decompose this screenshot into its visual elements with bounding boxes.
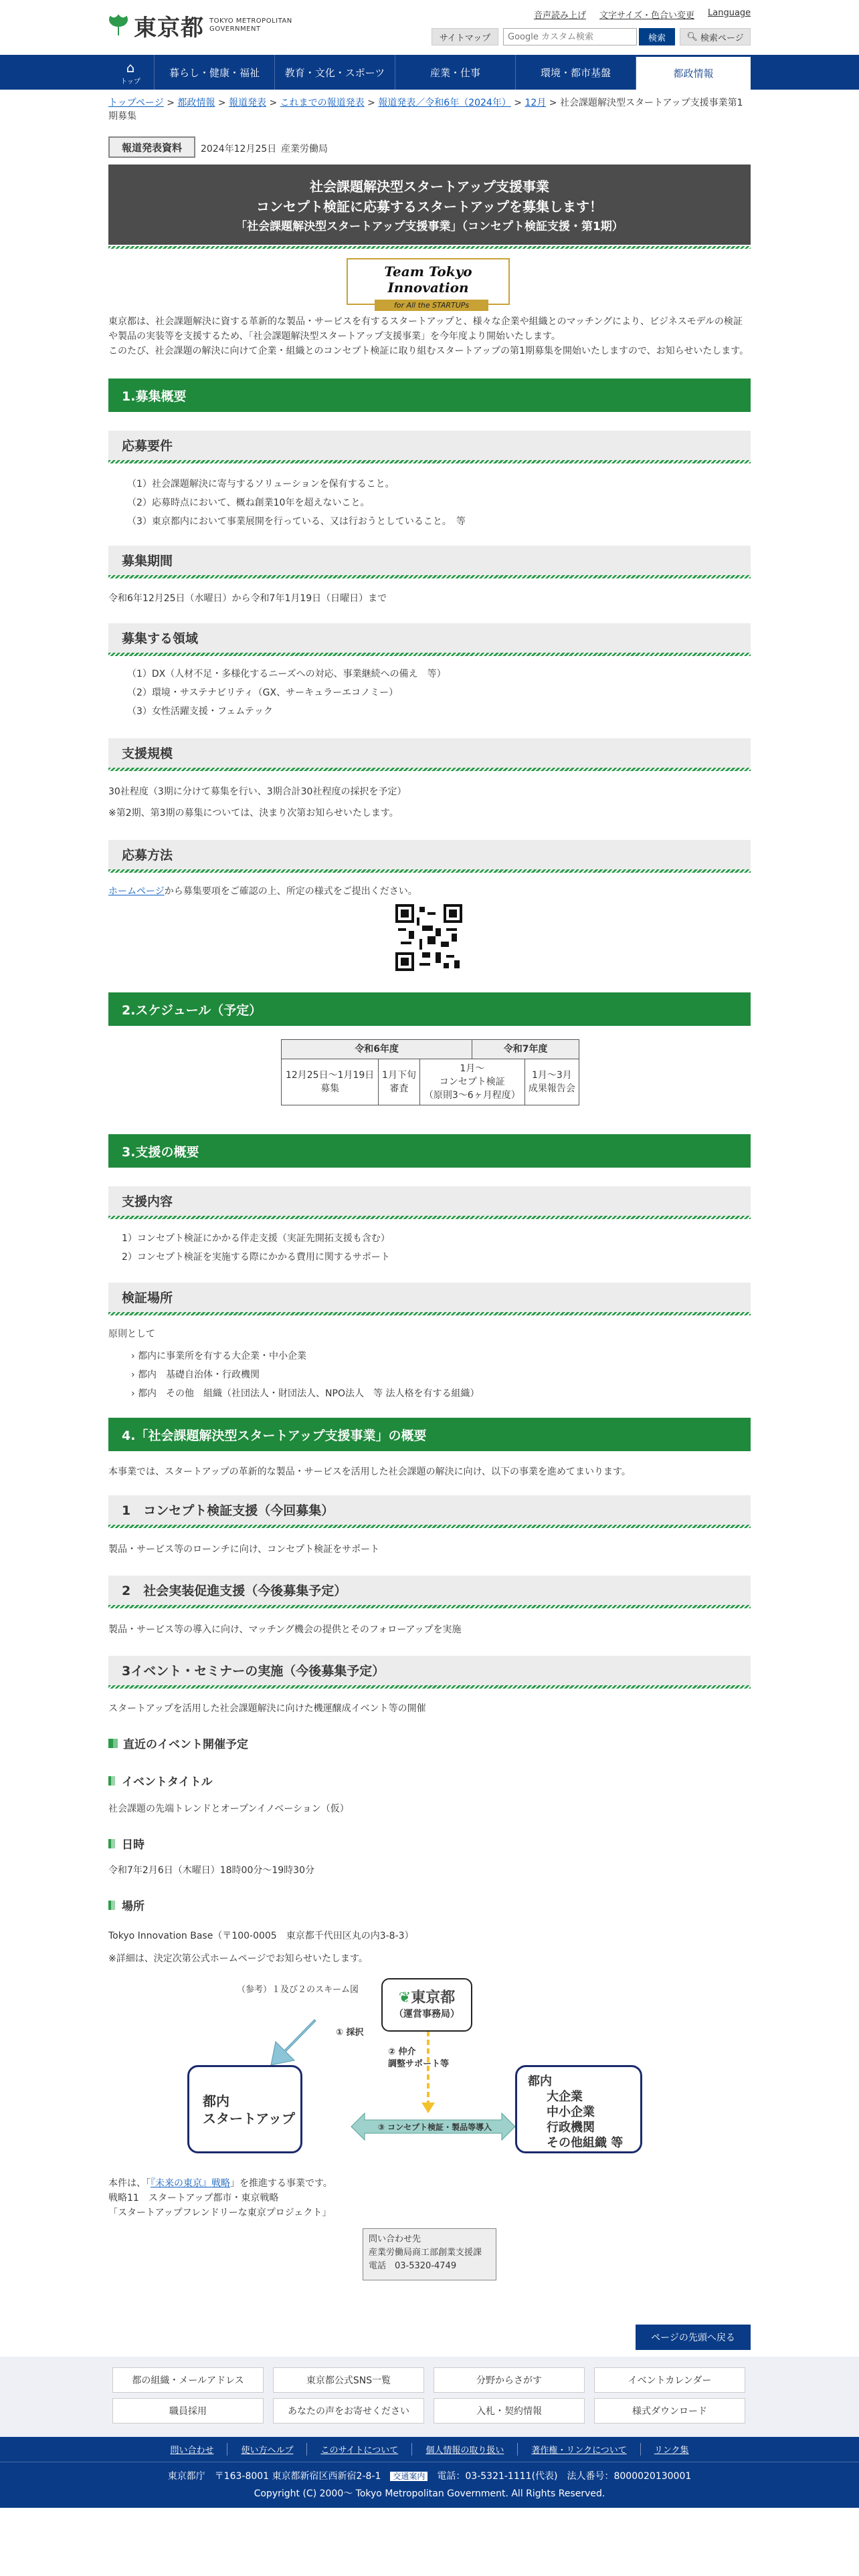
- search-input[interactable]: [503, 28, 637, 45]
- footer-org[interactable]: 都の組織・メールアドレス: [112, 2367, 264, 2393]
- startup-box: 都内 スタートアップ: [187, 2065, 302, 2153]
- footer-contact[interactable]: 問い合わせ: [157, 2443, 227, 2456]
- breadcrumb-press[interactable]: 報道発表: [229, 98, 267, 108]
- footer-about[interactable]: このサイトについて: [307, 2443, 412, 2456]
- section4-lead: 本事業では、スタートアップの革新的な製品・サービスを活用した社会課題の解決に向け、以下の事業を進めてまいります。: [108, 1467, 631, 1477]
- ginkgo-leaf-icon: ❦: [398, 1990, 411, 2006]
- organization-box: 都内 大企業 中小企業 行政機関 その他組織 等: [515, 2065, 642, 2153]
- location-lead: 原則として: [108, 1329, 155, 1339]
- divider: [108, 246, 751, 249]
- release-dept: 産業労働局: [281, 144, 328, 154]
- event-date: 令和7年2月6日（木曜日）18時00分～19時30分: [108, 1865, 314, 1876]
- footer-help[interactable]: 使い方ヘルプ: [227, 2443, 307, 2456]
- text-size-link[interactable]: 文字サイズ・色合い変更: [599, 11, 694, 21]
- nav-environment[interactable]: 環境・都市基盤: [515, 55, 636, 90]
- breadcrumb-dec[interactable]: 12月: [524, 98, 547, 108]
- support-content-list: 1）コンセプト検証にかかる伴走支援（実証先開拓支援も含む） 2）コンセプト検証を実施する際にかかる費用に関するサポート: [122, 1233, 390, 1263]
- adopt-label: ① 採択: [336, 2028, 364, 2038]
- homepage-link[interactable]: ホームページ: [108, 886, 165, 897]
- event-date-heading: 日時: [108, 1835, 145, 1852]
- fields-heading: 募集する領域: [108, 623, 751, 655]
- section4-heading: 4.「社会課題解決型スタートアップ支援事業」の概要: [108, 1418, 751, 1451]
- nav-life[interactable]: 暮らし・健康・福祉: [154, 55, 274, 90]
- upcoming-event-heading: 直近のイベント開催予定: [108, 1735, 248, 1751]
- release-tag: 報道発表資料: [108, 136, 195, 158]
- event-title: 社会課題の先端トレンドとオープンイノベーション（仮）: [108, 1804, 349, 1814]
- home-icon: ⌂: [126, 59, 135, 76]
- concept-heading: 1 コンセプト検証支援（今回募集）: [108, 1495, 751, 1527]
- logo-english: TOKYO METROPOLITAN GOVERNMENT: [209, 17, 292, 33]
- event-place: Tokyo Innovation Base（〒100-0005 東京都千代田区丸の内3-8-3） ※詳細は、決定次第公式ホームページでお知らせいたします。: [108, 1931, 414, 1964]
- release-date: 2024年12月25日: [201, 144, 277, 154]
- schedule-table: 令和6年度 令和7年度 12月25日～1月19日 募集 1月下旬 審査 1月～ コンセプト検証 （原則3～6ヶ月程度） 1月～3月 成果報告会: [281, 1039, 579, 1105]
- breadcrumb-2024[interactable]: 報道発表／令和6年（2024年）: [378, 98, 511, 108]
- language-link[interactable]: Language: [708, 8, 751, 18]
- event-title-heading: イベントタイトル: [108, 1772, 213, 1789]
- footer-links: [0, 2357, 859, 2437]
- nav-gov-info[interactable]: 都政情報: [636, 55, 751, 90]
- method-text: ホームページから募集要項をご確認の上、所定の様式をご提出ください。: [108, 886, 417, 897]
- strategy-text: 本件は、「『未来の東京』戦略」を推進する事業です。 戦略11 スタートアップ都市・東京戦略 「スタートアップフレンドリーな東京プロジェクト」: [108, 2178, 332, 2218]
- nav-education[interactable]: 教育・文化・スポーツ: [274, 55, 395, 90]
- footer-recruit[interactable]: 職員採用: [112, 2398, 264, 2424]
- support-content-heading: 支援内容: [108, 1186, 751, 1218]
- requirements-heading: 応募要件: [108, 431, 751, 463]
- copyright: Copyright (C) 2000～ Tokyo Metropolitan Government. All Rights Reserved.: [254, 2488, 605, 2499]
- scale-text: 30社程度（3期に分けて募集を行い、3期合計30社程度の採択を予定） ※第2期、第3期の募集については、決まり次第お知らせいたします。: [108, 786, 407, 819]
- period-heading: 募集期間: [108, 546, 751, 578]
- breadcrumb-current: 社会課題解決型スタートアップ支援事業第1期募集: [108, 98, 743, 122]
- read-aloud-link[interactable]: 音声読み上げ: [534, 11, 587, 21]
- footer-forms[interactable]: 様式ダウンロード: [594, 2398, 745, 2424]
- contact-box: 問い合わせ先 産業労働局商工部創業支援課 電話 03-5320-4749: [363, 2228, 496, 2280]
- implementation-heading: 2 社会実装促進支援（今後募集予定）: [108, 1576, 751, 1608]
- period-text: 令和6年12月25日（水曜日）から令和7年1月19日（日曜日）まで: [108, 593, 387, 604]
- location-heading: 検証場所: [108, 1283, 751, 1315]
- back-to-top-button[interactable]: ページの先頭へ戻る: [636, 2325, 751, 2350]
- tokyo-box: ❦東京都 （運営事務局）: [381, 1978, 472, 2032]
- event-place-heading: 場所: [108, 1897, 145, 1913]
- footer-nav: [0, 2437, 859, 2462]
- footer-events[interactable]: イベントカレンダー: [594, 2367, 745, 2393]
- mediation-label: ② 仲介 調整サポート等: [388, 2047, 450, 2069]
- concept-text: 製品・サービス等のローンチに向け、コンセプト検証をサポート: [108, 1544, 380, 1555]
- page-title: 社会課題解決型スタートアップ支援事業 コンセプト検証に応募するスタートアップを募集します！ 「社会課題解決型スタートアップ支援事業」（コンセプト検証支援・第1期）: [108, 165, 751, 245]
- footer-sns[interactable]: 東京都公式SNS一覧: [273, 2367, 424, 2393]
- scale-heading: 支援規模: [108, 738, 751, 770]
- event-heading: 3イベント・セミナーの実施（今後募集予定）: [108, 1656, 751, 1688]
- flag-bullet-icon: [108, 1839, 115, 1848]
- nav-home[interactable]: ⌂ トップ: [120, 59, 140, 86]
- breadcrumb-past[interactable]: これまでの報道発表: [280, 98, 365, 108]
- global-nav: [0, 55, 859, 90]
- access-link[interactable]: 交通案内: [390, 2472, 427, 2481]
- logo-text: 東京都: [134, 14, 204, 41]
- sitemap-button[interactable]: サイトマップ: [432, 28, 498, 45]
- search-icon: 🔍︎: [686, 31, 698, 42]
- flag-bullet-icon: [108, 1776, 115, 1786]
- implementation-text: 製品・サービス等の導入に向け、マッチング機会の提供とそのフォローアップを実施: [108, 1624, 462, 1635]
- event-text: スタートアップを活用した社会課題解決に向けた機運醸成イベント等の開催: [108, 1703, 426, 1714]
- team-tokyo-banner: Team Tokyo Innovation for All the STARTUPs: [347, 258, 510, 305]
- flag-bullet-icon: [108, 1901, 115, 1910]
- site-header: [0, 0, 859, 55]
- location-list: › 都内に事業所を有する大企業・中小企業 › 都内 基礎自治体・行政機関 › 都内 その他 組織（社団法人・財団法人、NPO法人 等 法人格を有する組織）: [131, 1351, 480, 1399]
- breadcrumb-top[interactable]: トップページ: [108, 98, 164, 108]
- footer-bids[interactable]: 入札・契約情報: [434, 2398, 585, 2424]
- footer-info: 東京都庁 〒163-8001 東京都新宿区西新宿2-8-1 交通案内 電話：03-5321-1111(代表) 法人番号：8000020130001 Copyright (C) 2000～ Tokyo Metropolitan Government. All Rights Reserved.: [0, 2462, 859, 2508]
- ginkgo-leaf-icon: [107, 14, 130, 37]
- concept-arrow-label: ③ コンセプト検証・製品等導入: [377, 2123, 492, 2132]
- section1-heading: 1.募集概要: [108, 379, 751, 412]
- requirements-list: （1）社会課題解決に寄与するソリューションを保有すること。 （2）応募時点において、概ね創業10年を超えないこと。 （3）東京都内において事業展開を行っている、又は行おうとしていること。 等: [127, 479, 466, 527]
- square-bullet-icon: [108, 1739, 118, 1748]
- footer-voice[interactable]: あなたの声をお寄せください: [273, 2398, 424, 2424]
- nav-industry[interactable]: 産業・仕事: [395, 55, 515, 90]
- section2-heading: 2.スケジュール（予定）: [108, 992, 751, 1026]
- diagram-caption: （参考）１及び２のスキーム図: [237, 1985, 359, 1995]
- site-logo[interactable]: [107, 9, 292, 41]
- footer-linklist[interactable]: リンク集: [654, 2446, 689, 2456]
- qr-code: [395, 904, 462, 971]
- fields-list: （1）DX（人材不足・多様化するニーズへの対応、事業継続への備え 等） （2）環境・サステナビリティ（GX、サーキュラーエコノミー） （3）女性活躍支援・フェムテック: [127, 669, 446, 717]
- scheme-diagram: [187, 1971, 649, 2165]
- footer-copyright-link[interactable]: 著作権・リンクについて: [518, 2443, 640, 2456]
- intro-text: 東京都は、社会課題解決に資する革新的な製品・サービスを有するスタートアップと、様々な企業や組織とのマッチングにより、ビジネスモデルの検証や製品の実装等を支援するため、「社会課題解決型スタートアップ支援事業」を今年度より開始いたします。 このたび、社会課題の解決に向けて企業・組織とのコンセプト検証に取り組むスタートアップの第1期募集を開始いたしますので、お知らせいたします。: [108, 316, 749, 356]
- section3-heading: 3.支援の概要: [108, 1134, 751, 1168]
- footer-fields[interactable]: 分野からさがす: [434, 2367, 585, 2393]
- method-heading: 応募方法: [108, 840, 751, 872]
- search-page-button[interactable]: 🔍︎ 検索ページ: [680, 28, 751, 45]
- future-tokyo-link[interactable]: 『未来の東京』戦略: [151, 2178, 230, 2189]
- breadcrumb: トップページ > 都政情報 > 報道発表 > これまでの報道発表 > 報道発表／令和6年（2024年） > 12月 > 社会課題解決型スタートアップ支援事業第1期募集: [108, 98, 743, 122]
- footer-privacy[interactable]: 個人情報の取り扱い: [412, 2443, 518, 2456]
- breadcrumb-gov[interactable]: 都政情報: [177, 98, 215, 108]
- search-button[interactable]: 検索: [639, 28, 675, 45]
